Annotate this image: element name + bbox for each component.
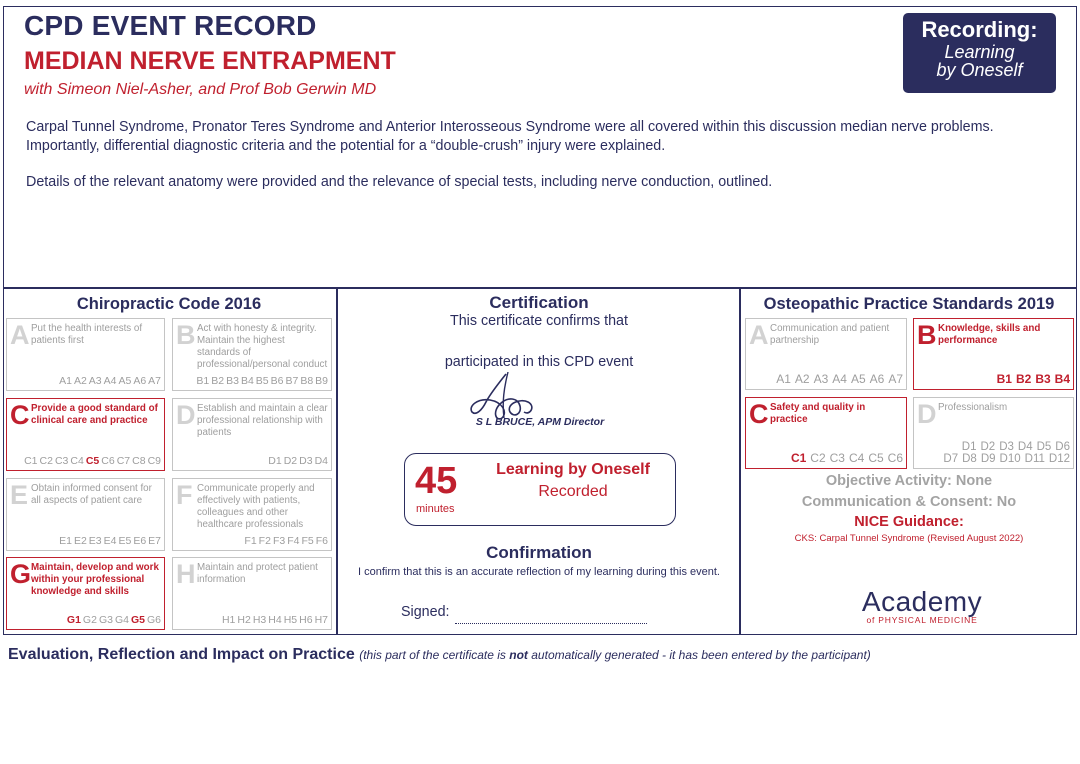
osteo-code-b3: B3	[1035, 372, 1051, 386]
chiro-code-h3: H3	[252, 614, 267, 626]
chiro-standard-b	[172, 318, 332, 391]
osteo-code-d12: D12	[1048, 453, 1070, 465]
osteo-code-d4: D4	[1017, 441, 1033, 453]
chiro-code-a3: A3	[88, 375, 102, 387]
standard-letter: D	[917, 399, 937, 429]
osteo-code-a4: A4	[832, 372, 847, 386]
evaluation-heading: Evaluation, Reflection and Impact on Practice	[8, 646, 355, 663]
recording-badge	[903, 13, 1056, 93]
chiro-code-f2: F2	[258, 535, 271, 547]
description-paragraph-1: Carpal Tunnel Syndrome, Pronator Teres Syndrome and Anterior Interosseous Syndrome were all covered within this discussion median nerve problems. Importantly, differential diagnostic criteria and the potential for a “double-crush” injury were explained.	[26, 119, 994, 154]
standard-codes	[22, 455, 161, 467]
chiro-code-g6: G6	[146, 614, 161, 626]
signature-field[interactable]	[455, 623, 647, 624]
certification-line1: This certificate confirms that	[450, 313, 628, 329]
badge-line2: Learning	[944, 42, 1015, 62]
chiro-code-b3: B3	[226, 375, 239, 387]
chiro-code-c7: C7	[116, 455, 131, 467]
standard-letter: F	[176, 480, 193, 510]
chiro-code-b9: B9	[315, 375, 328, 387]
standard-codes	[65, 614, 161, 626]
chiro-code-h7: H7	[314, 614, 328, 626]
chiro-standard-f	[172, 478, 332, 551]
standard-codes	[993, 372, 1070, 386]
chiro-code-c4: C4	[70, 455, 84, 467]
osteo-standard-b	[913, 318, 1074, 390]
osteo-standard-c	[745, 397, 907, 469]
chiro-code-b4: B4	[240, 375, 254, 387]
standard-description: Provide a good standard of clinical care and practice	[31, 403, 158, 426]
minutes-value: 45	[415, 460, 458, 502]
activity-title: Learning by Oneself	[496, 461, 650, 478]
osteo-code-c1: C1	[790, 451, 807, 465]
chiro-code-c1: C1	[24, 455, 38, 467]
chiro-code-e2: E2	[73, 535, 87, 547]
osteo-code-a5: A5	[850, 372, 866, 386]
osteo-code-d8: D8	[962, 453, 977, 465]
column-divider	[336, 288, 338, 635]
chiro-standard-c	[6, 398, 165, 471]
certification-line2: participated in this CPD event	[444, 354, 634, 370]
osteo-code-c5: C5	[868, 451, 884, 465]
osteo-heading: Osteopathic Practice Standards 2019	[763, 295, 1055, 313]
presenters: with Simeon Niel-Asher, and Prof Bob Gerwin MD	[24, 81, 377, 98]
objective-activity: Objective Activity: None	[825, 473, 993, 489]
chiro-code-b2: B2	[211, 375, 225, 387]
chiro-code-f4: F4	[287, 535, 300, 547]
osteo-code-a7: A7	[888, 372, 903, 386]
chiro-code-d1: D1	[268, 455, 282, 467]
chiro-code-e1: E1	[59, 535, 72, 547]
osteo-code-b2: B2	[1015, 372, 1032, 386]
chiro-code-e5: E5	[118, 535, 132, 547]
chiro-code-a2: A2	[73, 375, 87, 387]
standard-letter: B	[917, 320, 937, 350]
chiro-code-f6: F6	[315, 535, 328, 547]
event-description	[26, 118, 1056, 210]
standard-letter: B	[176, 320, 196, 350]
evaluation-note-pre: (this part of the certificate is	[359, 648, 510, 662]
standard-codes	[939, 441, 1070, 465]
chiro-code-c6: C6	[101, 455, 115, 467]
evaluation-section	[8, 646, 871, 664]
osteo-code-d5: D5	[1036, 441, 1052, 453]
chiro-standard-e	[6, 478, 165, 551]
confirmation-text: I confirm that this is an accurate reflection of my learning during this event.	[358, 566, 720, 578]
chiro-code-a6: A6	[133, 375, 147, 387]
evaluation-note-post: automatically generated - it has been entered by the participant)	[527, 648, 871, 662]
chiro-code-c8: C8	[132, 455, 146, 467]
osteo-code-a1: A1	[776, 372, 791, 386]
column-divider	[739, 288, 741, 635]
standard-codes	[194, 375, 328, 387]
standard-description: Obtain informed consent for all aspects of patient care	[31, 483, 152, 506]
standard-codes	[772, 372, 903, 386]
standard-description: Communication and patient partnership	[770, 323, 890, 346]
chiro-code-h5: H5	[283, 614, 298, 626]
chiro-code-g5: G5	[130, 614, 145, 626]
standard-letter: A	[749, 320, 769, 350]
osteo-code-d9: D9	[980, 453, 996, 465]
standard-description: Communicate properly and effectively with patients, colleagues and other healthcare professionals	[197, 483, 315, 530]
activity-status: Recorded	[538, 483, 608, 500]
standard-description: Professionalism	[938, 402, 1008, 413]
standard-codes	[787, 451, 903, 465]
chiro-code-a7: A7	[148, 375, 161, 387]
chiro-code-d2: D2	[283, 455, 298, 467]
chiro-code-e3: E3	[88, 535, 102, 547]
badge-line1: Recording:	[921, 17, 1038, 42]
chiro-code-b8: B8	[300, 375, 314, 387]
osteo-code-a6: A6	[869, 372, 885, 386]
chiro-code-f3: F3	[272, 535, 286, 547]
standard-description: Maintain, develop and work within your professional knowledge and skills	[31, 562, 159, 597]
osteo-code-a2: A2	[794, 372, 810, 386]
osteo-standard-a	[745, 318, 907, 390]
standard-description: Safety and quality in practice	[770, 402, 866, 425]
osteo-code-c4: C4	[848, 451, 865, 465]
event-title: MEDIAN NERVE ENTRAPMENT	[24, 47, 396, 75]
chiro-standard-g	[6, 557, 165, 630]
chiro-code-c9: C9	[147, 455, 161, 467]
evaluation-note-bold: not	[509, 648, 528, 662]
signatory: S L BRUCE, APM Director	[475, 416, 605, 428]
chiro-code-b1: B1	[196, 375, 210, 387]
chiro-code-a5: A5	[118, 375, 132, 387]
chiro-code-c5: C5	[85, 455, 100, 467]
chiro-code-a1: A1	[59, 375, 72, 387]
chiro-code-h4: H4	[268, 614, 282, 626]
chiro-code-e6: E6	[133, 535, 147, 547]
osteo-code-c2: C2	[810, 451, 826, 465]
chiro-code-g3: G3	[98, 614, 113, 626]
chiro-standard-h	[172, 557, 332, 630]
standard-codes	[266, 455, 328, 467]
chiro-code-b7: B7	[285, 375, 299, 387]
standard-codes	[57, 535, 161, 547]
logo-name: Academy	[861, 586, 983, 617]
osteo-code-d2: D2	[980, 441, 996, 453]
chiro-code-d4: D4	[314, 455, 328, 467]
chiro-code-a4: A4	[103, 375, 117, 387]
chiro-code-c2: C2	[39, 455, 53, 467]
chiro-code-h1: H1	[221, 614, 236, 626]
standard-letter: G	[10, 559, 32, 589]
standard-letter: C	[10, 400, 30, 430]
standard-description: Put the health interests of patients first	[31, 323, 143, 346]
signed-label: Signed:	[401, 604, 450, 620]
chiro-standard-a	[6, 318, 165, 391]
learning-time-box	[404, 453, 676, 526]
nice-item: CKS: Carpal Tunnel Syndrome (Revised August 2022)	[794, 533, 1024, 544]
communication-consent: Communication & Consent: No	[801, 494, 1017, 510]
chiro-code-h2: H2	[237, 614, 251, 626]
osteo-code-d11: D11	[1024, 453, 1045, 465]
osteo-standard-d	[913, 397, 1074, 469]
minutes-label: minutes	[416, 503, 455, 515]
osteo-code-d3: D3	[999, 441, 1014, 453]
certification-heading: Certification	[489, 293, 589, 312]
nice-heading: NICE Guidance:	[854, 514, 964, 530]
logo-tagline: of PHYSICAL MEDICINE	[866, 615, 978, 625]
chiro-code-g4: G4	[114, 614, 129, 626]
chiro-code-f5: F5	[301, 535, 314, 547]
osteo-code-d10: D10	[999, 453, 1021, 465]
osteo-code-b4: B4	[1054, 372, 1070, 386]
standard-codes	[242, 535, 328, 547]
standard-description: Establish and maintain a clear professional relationship with patients	[197, 403, 328, 438]
chiro-code-c3: C3	[54, 455, 69, 467]
page-title: CPD EVENT RECORD	[24, 10, 317, 41]
osteo-code-d6: D6	[1055, 441, 1070, 453]
osteo-code-a3: A3	[813, 372, 829, 386]
osteo-code-d1: D1	[961, 441, 977, 453]
standard-letter: E	[10, 480, 29, 510]
standard-description: Maintain and protect patient information	[197, 562, 318, 585]
standard-codes	[57, 375, 161, 387]
osteo-code-c3: C3	[829, 451, 845, 465]
chiro-standard-d	[172, 398, 332, 471]
standard-letter: D	[176, 400, 196, 430]
chiro-code-b5: B5	[255, 375, 269, 387]
chiro-code-g2: G2	[82, 614, 97, 626]
chiro-heading: Chiropractic Code 2016	[76, 295, 262, 313]
standard-letter: H	[176, 559, 196, 589]
evaluation-note	[359, 648, 871, 662]
standard-letter: A	[10, 320, 30, 350]
confirmation-heading: Confirmation	[486, 543, 592, 562]
badge-line3: by Oneself	[936, 60, 1023, 80]
chiro-code-f1: F1	[244, 535, 257, 547]
chiro-code-e7: E7	[148, 535, 161, 547]
chiro-code-b6: B6	[270, 375, 284, 387]
chiro-code-d3: D3	[299, 455, 313, 467]
standard-letter: C	[749, 399, 769, 429]
signature-icon	[468, 372, 558, 422]
description-paragraph-2: Details of the relevant anatomy were provided and the relevance of special tests, including nerve conduction, outlined.	[26, 174, 773, 190]
osteo-code-d7: D7	[943, 453, 959, 465]
chiro-code-h6: H6	[299, 614, 313, 626]
chiro-code-g1: G1	[66, 614, 81, 626]
standard-codes	[220, 614, 328, 626]
standard-description: Act with honesty & integrity. Maintain the highest standards of professional/personal conduct	[197, 323, 328, 370]
osteo-code-b1: B1	[996, 372, 1012, 386]
standard-description: Knowledge, skills and performance	[938, 323, 1041, 346]
osteo-code-c6: C6	[887, 451, 903, 465]
academy-logo	[842, 586, 1002, 625]
chiro-code-e4: E4	[103, 535, 117, 547]
